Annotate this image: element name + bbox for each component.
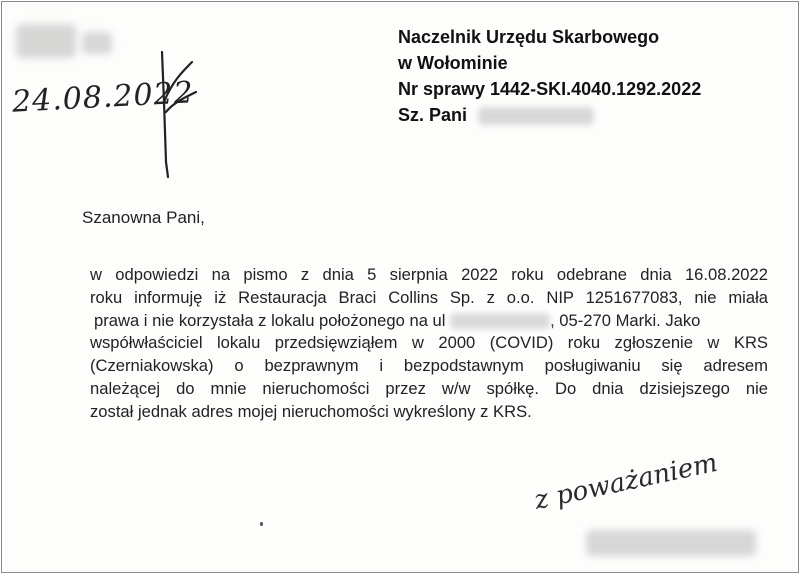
- redacted-addressee-name: [478, 107, 594, 125]
- greeting: Szanowna Pani,: [82, 208, 205, 227]
- body-line: roku informuję iż Restauracja Braci Collins Sp. z o.o. NIP 1251677083, nie miała: [90, 287, 768, 307]
- redacted-sender: [16, 24, 76, 58]
- body-text: prawa i nie korzystała z lokalu położonego na ul: [94, 310, 446, 330]
- letter-page: [1, 1, 799, 573]
- ink-speck: [260, 522, 263, 526]
- recipient-line-1: Naczelnik Urzędu Skarbowego: [398, 27, 660, 47]
- handwritten-date: 24.08.2022: [11, 75, 195, 120]
- body-line: należącej do mnie nieruchomości przez w/w spółkę. Do dnia dzisiejszego nie: [90, 378, 768, 398]
- body-line-with-redaction: [90, 310, 768, 333]
- recipient-line-2: w Wołominie: [398, 53, 508, 73]
- redacted-signature-name: [586, 530, 756, 556]
- letter-body: [90, 264, 768, 424]
- body-line: w odpowiedzi na pismo z dnia 5 sierpnia 2022 roku odebrane dnia 16.08.2022: [90, 265, 768, 284]
- closing-handwritten: z poważaniem: [531, 447, 721, 516]
- addressee-prefix: Sz. Pani: [398, 105, 468, 125]
- body-text: , 05-270 Marki. Jako: [550, 310, 701, 330]
- signature-mark: [152, 42, 202, 182]
- body-line: współwłaściciel lokalu przedsięwziąłem w 2000 (COVID) roku zgłoszenie w KRS: [90, 333, 768, 353]
- redacted-street: [450, 313, 550, 329]
- body-line: (Czerniakowska) o bezprawnym i bezpodstawnym posługiwaniu się adresem: [90, 356, 768, 376]
- case-number: Nr sprawy 1442-SKI.4040.1292.2022: [398, 79, 702, 99]
- addressee: [398, 102, 701, 128]
- body-line: został jednak adres mojej nieruchomości wykreślony z KRS.: [90, 401, 532, 421]
- redacted-sender-2: [82, 32, 112, 54]
- recipient-block: [398, 24, 701, 128]
